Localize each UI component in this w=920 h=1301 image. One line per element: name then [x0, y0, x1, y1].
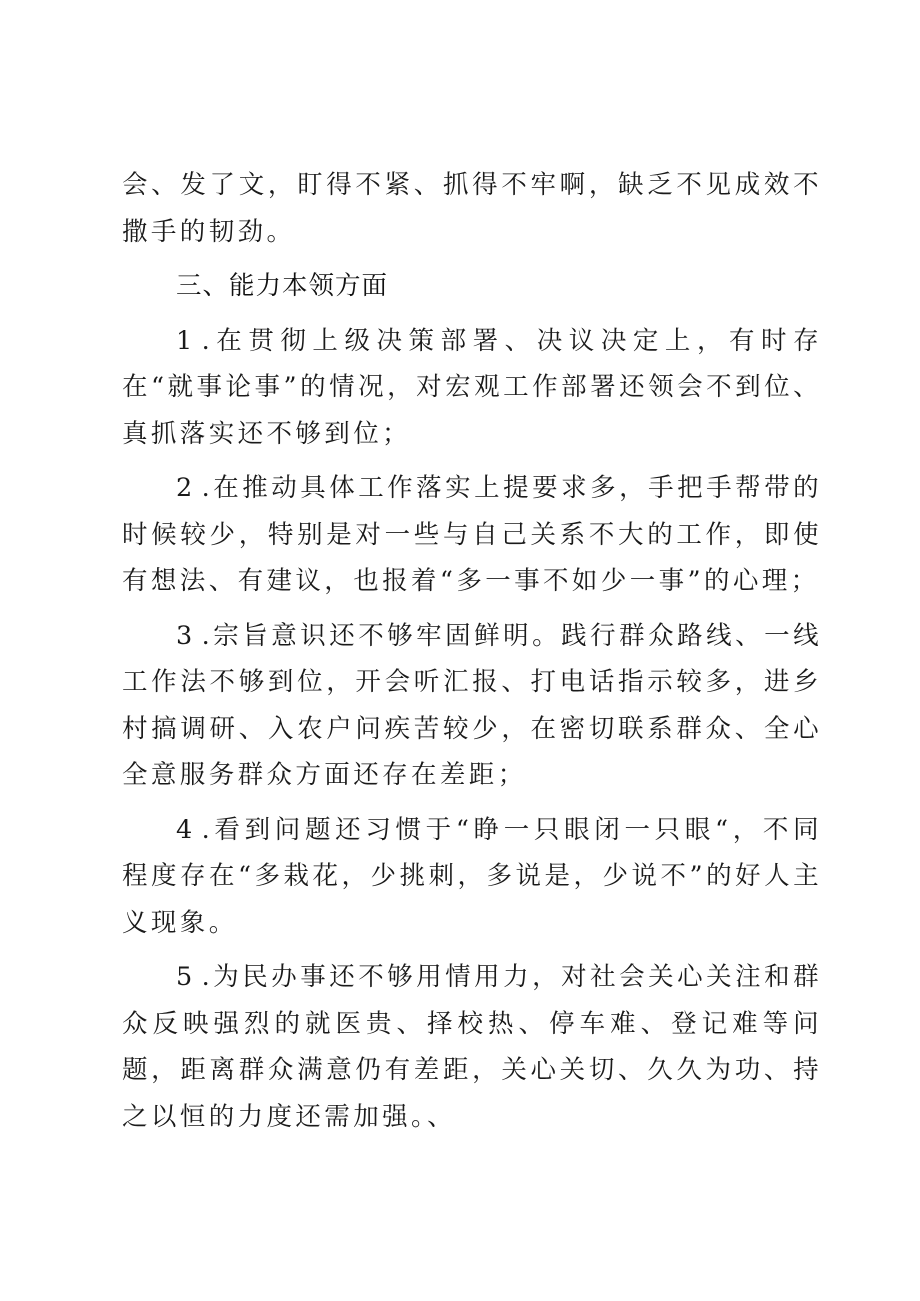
list-item-5 — [122, 954, 822, 1140]
list-item-1 — [122, 318, 822, 458]
item-text: .在推动具体工作落实上提要求多，手把手帮带的时候较少，特别是对一些与自己关系不大的工作，即使有想法、有建议，也报着“多一事不如少一事”的心理； — [122, 473, 822, 596]
list-item-3 — [122, 613, 822, 799]
list-item-4 — [122, 807, 822, 947]
item-number: 3 — [176, 620, 196, 651]
item-number: 2 — [176, 473, 196, 503]
item-number: 5 — [176, 962, 196, 992]
item-number: 1 — [176, 325, 196, 356]
item-text: .为民办事还不够用情用力，对社会关心关注和群众反映强烈的就医贵、择校热、停车难、登记难等问题，距离群众满意仍有差距，关心关切、久久为功、持之以恒的力度还需加强。、 — [122, 962, 822, 1132]
item-text: .宗旨意识还不够牢固鲜明。践行群众路线、一线工作法不够到位，开会听汇报、打电话指示较多，进乡村搞调研、入农户问疾苦较少，在密切联系群众、全心全意服务群众方面还存在差距； — [122, 620, 822, 790]
list-item-2 — [122, 465, 822, 605]
continuation-paragraph: 会、发了文，盯得不紧、抓得不牢啊，缺乏不见成效不撒手的韧劲。 — [122, 170, 822, 247]
section-heading: 三、能力本领方面 — [176, 271, 389, 301]
item-number: 4 — [176, 814, 196, 845]
item-text: .看到问题还习惯于“睁一只眼闭一只眼“，不同程度存在“多栽花，少挑刺，多说是，少说不”的好人主义现象。 — [122, 814, 822, 938]
document-body — [122, 162, 822, 1148]
item-text: .在贯彻上级决策部署、决议决定上，有时存在“就事论事”的情况，对宏观工作部署还领会不到位、真抓落实还不够到位； — [122, 325, 822, 449]
